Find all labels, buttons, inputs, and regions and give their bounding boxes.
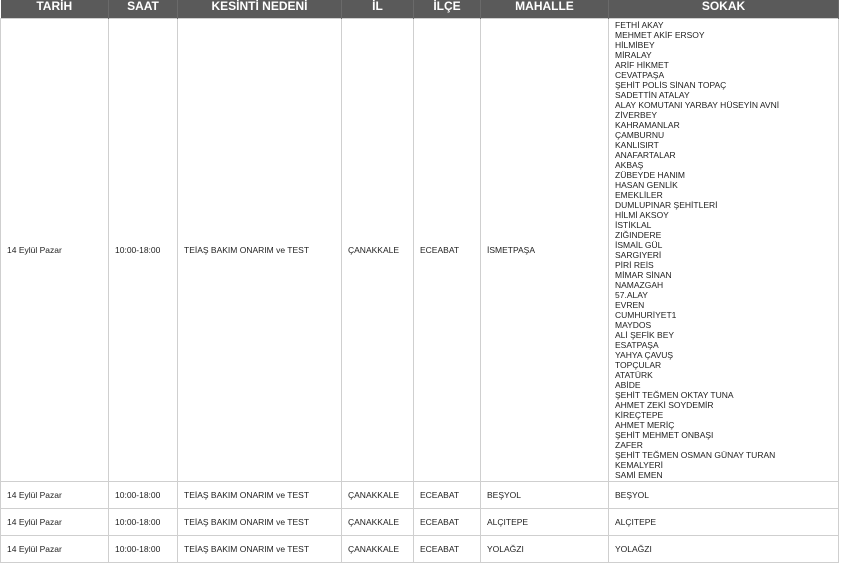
street-name: AHMET MERİÇ [615,420,675,430]
street-name: ESATPAŞA [615,340,659,350]
street-name: ZAFER [615,440,643,450]
kesinti-nedeni-cell: TEİAŞ BAKIM ONARIM ve TEST [178,19,342,482]
street-name: AKBAŞ [615,160,644,170]
kesinti-nedeni-cell: TEİAŞ BAKIM ONARIM ve TEST [178,482,342,509]
il-cell: ÇANAKKALE [342,536,414,563]
street-name: MİMAR SİNAN [615,270,672,280]
saat-cell: 10:00-18:00 [109,536,178,563]
street-name: FETHİ AKAY [615,20,664,30]
street-name: ŞEHİT POLİS SİNAN TOPAÇ [615,80,727,90]
street-name: DUMLUPINAR ŞEHİTLERİ [615,200,718,210]
ilce-cell: ECEABAT [414,19,481,482]
street-name: ALAY KOMUTANI YARBAY HÜSEYİN AVNİ [615,100,780,110]
street-name: HİLMİBEY [615,40,655,50]
table-row [1,536,839,563]
street-name: TOPÇULAR [615,360,662,370]
sokak-cell [609,509,839,536]
street-name: ANAFARTALAR [615,150,676,160]
mahalle-cell: YOLAĞZI [481,536,609,563]
street-name: EVREN [615,300,645,310]
header-saat: SAAT [109,0,178,19]
sokak-cell [609,19,839,482]
mahalle-cell: BEŞYOL [481,482,609,509]
street-name: CEVATPAŞA [615,70,665,80]
street-name: HASAN GENLİK [615,180,678,190]
sokak-cell [609,536,839,563]
street-name: KİREÇTEPE [615,410,664,420]
il-cell: ÇANAKKALE [342,482,414,509]
il-cell: ÇANAKKALE [342,19,414,482]
table-body [1,19,839,563]
street-name: YOLAĞZI [615,544,652,554]
street-name: HİLMİ AKSOY [615,210,669,220]
street-name: ALİ ŞEFİK BEY [615,330,675,340]
street-name: KAHRAMANLAR [615,120,680,130]
header-mahalle: MAHALLE [481,0,609,19]
mahalle-cell: ALÇITEPE [481,509,609,536]
street-name: ZİVERBEY [615,110,658,120]
street-name: ABİDE [615,380,641,390]
header-il: İL [342,0,414,19]
street-name: MİRALAY [615,50,652,60]
street-name: AHMET ZEKİ SOYDEMİR [615,400,714,410]
table-row [1,509,839,536]
street-name: ZÜBEYDE HANIM [615,170,685,180]
street-name: MEHMET AKİF ERSOY [615,30,705,40]
ilce-cell: ECEABAT [414,482,481,509]
tarih-cell: 14 Eylül Pazar [1,536,109,563]
tarih-cell: 14 Eylül Pazar [1,509,109,536]
street-name: KEMALYERİ [615,460,664,470]
street-name: İSTİKLAL [615,220,652,230]
header-tarih: TARİH [1,0,109,19]
tarih-cell: 14 Eylül Pazar [1,19,109,482]
street-name: ARİF HİKMET [615,60,669,70]
street-name: EMEKLİLER [615,190,663,200]
street-name: CUMHURİYET1 [615,310,677,320]
street-name: YAHYA ÇAVUŞ [615,350,674,360]
header-kesinti-nedeni: KESİNTİ NEDENİ [178,0,342,19]
street-name: ZIĞINDERE [615,230,662,240]
saat-cell: 10:00-18:00 [109,482,178,509]
street-name: SADETTİN ATALAY [615,90,690,100]
table-row [1,19,839,482]
street-name: SARGIYERİ [615,250,662,260]
header-ilce: İLÇE [414,0,481,19]
sokak-cell [609,482,839,509]
kesinti-nedeni-cell: TEİAŞ BAKIM ONARIM ve TEST [178,536,342,563]
street-name: NAMAZGAH [615,280,664,290]
header-row [1,0,839,19]
street-name: İSMAİL GÜL [615,240,663,250]
street-name: ŞEHİT MEHMET ONBAŞI [615,430,714,440]
mahalle-cell: İSMETPAŞA [481,19,609,482]
street-name: PİRİ REİS [615,260,654,270]
kesinti-nedeni-cell: TEİAŞ BAKIM ONARIM ve TEST [178,509,342,536]
il-cell: ÇANAKKALE [342,509,414,536]
street-name: ÇAMBURNU [615,130,665,140]
street-name: KANLISIRT [615,140,659,150]
street-name: SAMİ EMEN [615,470,663,480]
street-name: ŞEHİT TEĞMEN OSMAN GÜNAY TURAN [615,450,776,460]
street-name: ATATÜRK [615,370,653,380]
tarih-cell: 14 Eylül Pazar [1,482,109,509]
saat-cell: 10:00-18:00 [109,509,178,536]
street-name: 57.ALAY [615,290,648,300]
street-name: BEŞYOL [615,490,650,500]
ilce-cell: ECEABAT [414,536,481,563]
street-name: MAYDOS [615,320,652,330]
street-name: ŞEHİT TEĞMEN OKTAY TUNA [615,390,734,400]
street-name: ALÇITEPE [615,517,657,527]
header-sokak: SOKAK [609,0,839,19]
table-row [1,482,839,509]
ilce-cell: ECEABAT [414,509,481,536]
saat-cell: 10:00-18:00 [109,19,178,482]
